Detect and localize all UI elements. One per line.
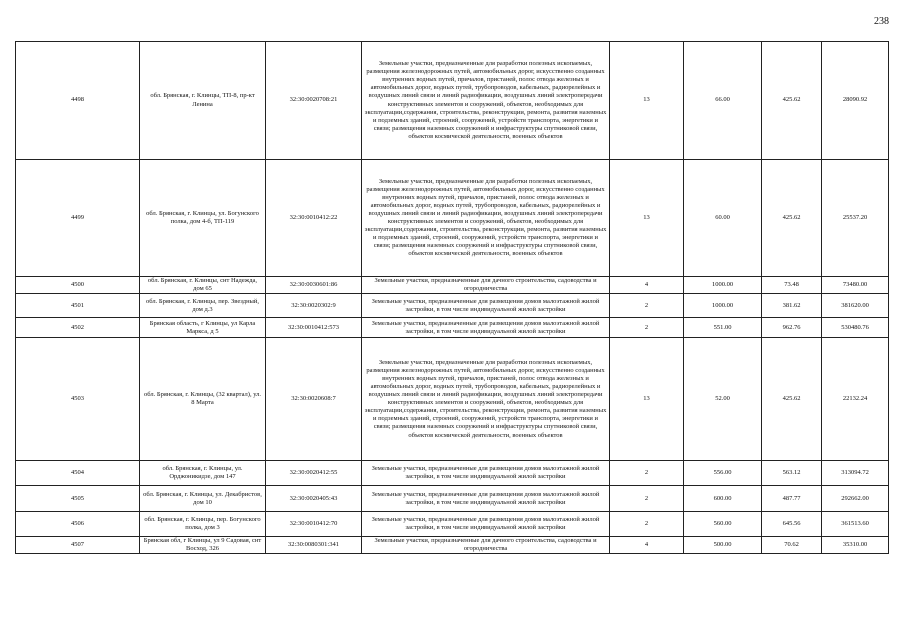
group-cell: 4	[610, 277, 684, 294]
table-row	[16, 160, 889, 277]
address-cell: обл. Брянская, г. Клинцы, ТП-8, пр-кт Ленина	[140, 42, 266, 160]
table-row	[16, 42, 889, 160]
address-cell: обл. Брянская, г. Клинцы, (32 квартал), ул. 8 Марта	[140, 338, 266, 461]
table-row	[16, 461, 889, 486]
land-use-cell: Земельные участки, предназначенные для размещения домов малоэтажной жилой застройки, в том числе индивидуальной жилой застройки	[362, 461, 610, 486]
row-number: 4501	[16, 294, 140, 318]
rate-cell: 425.62	[762, 160, 822, 277]
group-cell: 2	[610, 318, 684, 338]
rate-cell: 73.48	[762, 277, 822, 294]
cadastral-value-cell: 28090.92	[822, 42, 889, 160]
table-row	[16, 318, 889, 338]
land-use-cell: Земельные участки, предназначенные для разработки полезных ископаемых, размещения железнодорожных путей, автомобильных дорог, искусственно созданных внутренних водных путей, причалов, пристаней, полос отвода железных и автомобильных дорог, водных путей, трубопроводов, кабельных, радиорелейных и воздушных линий связи и линий радиофикации, воздушных линий электропередачи конструктивных элементов и сооружений, объектов, необходимых для эксплуатации,содержания, строительства, реконструкции, ремонта, развития наземных и подземных зданий, строений, сооружений, устройств транспорта, энергетики и связи; размещения наземных сооружений и инфраструктуры спутниковой связи, объектов космической деятельности, военных объектов	[362, 160, 610, 277]
group-cell: 4	[610, 537, 684, 554]
group-cell: 13	[610, 42, 684, 160]
rate-cell: 425.62	[762, 338, 822, 461]
cadastral-value-cell: 73480.00	[822, 277, 889, 294]
cadastral-value-cell: 313094.72	[822, 461, 889, 486]
cadastral-number-cell: 32:30:0010412:573	[266, 318, 362, 338]
cadastral-number-cell: 32:30:0020412:55	[266, 461, 362, 486]
cadastral-number-cell: 32:30:0010412:70	[266, 512, 362, 537]
table-row	[16, 294, 889, 318]
group-cell: 2	[610, 294, 684, 318]
rate-cell: 381.62	[762, 294, 822, 318]
cadastral-value-cell: 292662.00	[822, 486, 889, 512]
area-cell: 1000.00	[684, 277, 762, 294]
address-cell: Брянская область, г Клинцы, ул Карла Маркса, д 5	[140, 318, 266, 338]
cadastral-number-cell: 32:30:0020608:7	[266, 338, 362, 461]
table-row	[16, 338, 889, 461]
area-cell: 1000.00	[684, 294, 762, 318]
cadastral-number-cell: 32:30:0020405:43	[266, 486, 362, 512]
group-cell: 13	[610, 338, 684, 461]
address-cell: обл. Брянская, г. Клинцы, ул. Богунского полка, дом 4-б, ТП-119	[140, 160, 266, 277]
land-use-cell: Земельные участки, предназначенные для дачного строительства, садоводства и огородничества	[362, 277, 610, 294]
table-row	[16, 512, 889, 537]
row-number: 4499	[16, 160, 140, 277]
area-cell: 551.00	[684, 318, 762, 338]
land-registry-table	[15, 41, 889, 554]
cadastral-number-cell: 32:30:0080301:341	[266, 537, 362, 554]
group-cell: 2	[610, 461, 684, 486]
cadastral-value-cell: 22132.24	[822, 338, 889, 461]
address-cell: обл. Брянская, г. Клинцы, ул. Декабристов, дом 10	[140, 486, 266, 512]
land-use-cell: Земельные участки, предназначенные для разработки полезных ископаемых, размещения железнодорожных путей, автомобильных дорог, искусственно созданных внутренних водных путей, причалов, пристаней, полос отвода железных и автомобильных дорог, водных путей, трубопроводов, кабельных, радиорелейных и воздушных линий связи и линий радиофикации, воздушных линий электропередачи конструктивных элементов и сооружений, объектов, необходимых для эксплуатации,содержания, строительства, реконструкции, ремонта, развития наземных и подземных зданий, строений, сооружений, устройств транспорта, энергетики и связи; размещения наземных сооружений и инфраструктуры спутниковой связи, объектов космической деятельности, военных объектов	[362, 42, 610, 160]
address-cell: обл. Брянская, г. Клинцы, ул. Орджоникидзе, дом 147	[140, 461, 266, 486]
address-cell: обл. Брянская, г. Клинцы, пер. Богунского полка, дом 3	[140, 512, 266, 537]
row-number: 4507	[16, 537, 140, 554]
land-use-cell: Земельные участки, предназначенные для дачного строительства, садоводства и огородничества	[362, 537, 610, 554]
cadastral-value-cell: 361513.60	[822, 512, 889, 537]
area-cell: 560.00	[684, 512, 762, 537]
address-cell: обл. Брянская, г. Клинцы, пер. Звездный, дом д.3	[140, 294, 266, 318]
cadastral-value-cell: 25537.20	[822, 160, 889, 277]
row-number: 4505	[16, 486, 140, 512]
table-row	[16, 537, 889, 554]
cadastral-value-cell: 35310.00	[822, 537, 889, 554]
cadastral-value-cell: 530480.76	[822, 318, 889, 338]
page-number: 238	[874, 16, 889, 27]
group-cell: 2	[610, 512, 684, 537]
land-use-cell: Земельные участки, предназначенные для размещения домов малоэтажной жилой застройки, в том числе индивидуальной жилой застройки	[362, 294, 610, 318]
table-row	[16, 277, 889, 294]
rate-cell: 487.77	[762, 486, 822, 512]
area-cell: 66.00	[684, 42, 762, 160]
land-use-cell: Земельные участки, предназначенные для разработки полезных ископаемых, размещения железнодорожных путей, автомобильных дорог, искусственно созданных внутренних водных путей, причалов, пристаней, полос отвода железных и автомобильных дорог, водных путей, трубопроводов, кабельных, радиорелейных и воздушных линий связи и линий радиофикации, воздушных линий электропередачи конструктивных элементов и сооружений, объектов, необходимых для эксплуатации,содержания, строительства, реконструкции, ремонта, развития наземных и подземных зданий, строений, сооружений, устройств транспорта, энергетики и связи; размещения наземных сооружений и инфраструктуры спутниковой связи, объектов космической деятельности, военных объектов	[362, 338, 610, 461]
row-number: 4502	[16, 318, 140, 338]
address-cell: Брянская обл, г Клинцы, ул 9 Садовая, снт Восход, 326	[140, 537, 266, 554]
cadastral-number-cell: 32:30:0020708:21	[266, 42, 362, 160]
rate-cell: 70.62	[762, 537, 822, 554]
table-row	[16, 486, 889, 512]
area-cell: 52.00	[684, 338, 762, 461]
row-number: 4503	[16, 338, 140, 461]
land-use-cell: Земельные участки, предназначенные для размещения домов малоэтажной жилой застройки, в том числе индивидуальной жилой застройки	[362, 512, 610, 537]
cadastral-number-cell: 32:30:0010412:22	[266, 160, 362, 277]
rate-cell: 563.12	[762, 461, 822, 486]
row-number: 4500	[16, 277, 140, 294]
rate-cell: 425.62	[762, 42, 822, 160]
land-use-cell: Земельные участки, предназначенные для размещения домов малоэтажной жилой застройки, в том числе индивидуальной жилой застройки	[362, 318, 610, 338]
area-cell: 600.00	[684, 486, 762, 512]
area-cell: 556.00	[684, 461, 762, 486]
group-cell: 13	[610, 160, 684, 277]
row-number: 4498	[16, 42, 140, 160]
group-cell: 2	[610, 486, 684, 512]
rate-cell: 645.56	[762, 512, 822, 537]
rate-cell: 962.76	[762, 318, 822, 338]
land-use-cell: Земельные участки, предназначенные для размещения домов малоэтажной жилой застройки, в том числе индивидуальной жилой застройки	[362, 486, 610, 512]
address-cell: обл. Брянская, г. Клинцы, снт Надежда, дом 65	[140, 277, 266, 294]
cadastral-number-cell: 32:30:0030601:86	[266, 277, 362, 294]
area-cell: 60.00	[684, 160, 762, 277]
row-number: 4504	[16, 461, 140, 486]
cadastral-value-cell: 381620.00	[822, 294, 889, 318]
row-number: 4506	[16, 512, 140, 537]
cadastral-number-cell: 32:30:0020302:9	[266, 294, 362, 318]
area-cell: 500.00	[684, 537, 762, 554]
